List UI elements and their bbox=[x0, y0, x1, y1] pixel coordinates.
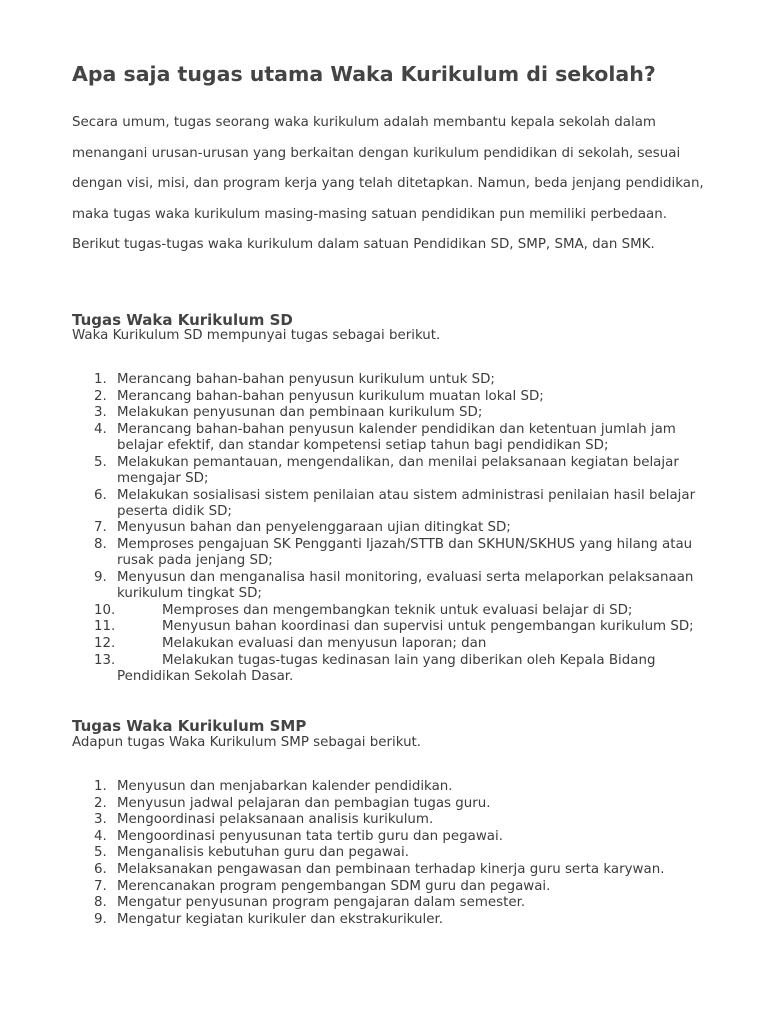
smp-task-list bbox=[72, 779, 712, 928]
list-item bbox=[72, 912, 712, 928]
list-item bbox=[72, 779, 712, 795]
list-item-number: 1. bbox=[94, 372, 107, 387]
list-item-text: Melakukan sosialisasi sistem penilaian atau sistem administrasi penilaian hasil belajar peserta didik SD; bbox=[117, 487, 696, 519]
list-item-text: Menganalisis kebutuhan guru dan pegawai. bbox=[117, 845, 409, 861]
list-item-number: 8. bbox=[94, 895, 107, 911]
list-item-number: 13. bbox=[94, 652, 116, 668]
list-item-number: 3. bbox=[94, 405, 107, 421]
list-item-text: Merancang bahan-bahan penyusun kurikulum untuk SD; bbox=[117, 372, 495, 387]
list-item-number: 8. bbox=[94, 537, 107, 553]
list-item-text: Memproses pengajuan SK Pengganti Ijazah/STTB dan SKHUN/SKHUS yang hilang atau rusak pada jenjang SD; bbox=[117, 537, 693, 569]
list-item-text: Melakukan evaluasi dan menyusun laporan; dan bbox=[162, 636, 487, 652]
list-item-text: Merencanakan program pengembangan SDM guru dan pegawai. bbox=[117, 878, 551, 894]
list-item-text: Mengatur penyusunan program pengajaran dalam semester. bbox=[117, 895, 526, 911]
list-item-text: Mengoordinasi penyusunan tata tertib guru dan pegawai. bbox=[117, 828, 503, 844]
sd-heading: Tugas Waka Kurikulum SD bbox=[72, 311, 293, 329]
list-item bbox=[72, 422, 712, 455]
list-item-text: Memproses dan mengembangkan teknik untuk evaluasi belajar di SD; bbox=[162, 602, 633, 618]
list-item bbox=[72, 389, 712, 405]
list-item bbox=[72, 520, 712, 536]
list-item-number: 6. bbox=[94, 861, 107, 877]
list-item bbox=[72, 537, 712, 570]
list-item-text: Merancang bahan-bahan penyusun kurikulum muatan lokal SD; bbox=[117, 388, 544, 404]
list-item bbox=[72, 372, 712, 388]
list-item-text: Melakukan penyusunan dan pembinaan kurikulum SD; bbox=[117, 405, 483, 421]
page-title: Apa saja tugas utama Waka Kurikulum di sekolah? bbox=[72, 62, 656, 86]
list-item bbox=[72, 405, 712, 421]
list-item bbox=[72, 619, 712, 635]
list-item-number: 6. bbox=[94, 487, 107, 503]
list-item-text: Melakukan tugas-tugas kedinasan lain yang diberikan oleh Kepala Bidang Pendidikan Sekolah Dasar. bbox=[117, 652, 656, 684]
list-item-number: 2. bbox=[94, 795, 107, 811]
list-item-number: 5. bbox=[94, 454, 107, 470]
list-item-number: 9. bbox=[94, 911, 107, 927]
list-item-number: 4. bbox=[94, 421, 107, 437]
list-item-text: Melakukan pemantauan, mengendalikan, dan menilai pelaksanaan kegiatan belajar mengajar SD; bbox=[117, 454, 679, 486]
list-item-text: Melaksanakan pengawasan dan pembinaan terhadap kinerja guru serta karywan. bbox=[117, 861, 665, 877]
list-item-text: Menyusun bahan koordinasi dan supervisi untuk pengembangan kurikulum SD; bbox=[162, 619, 694, 635]
list-item bbox=[72, 488, 712, 521]
list-item-number: 9. bbox=[94, 569, 107, 585]
list-item bbox=[72, 653, 712, 686]
list-item bbox=[72, 796, 712, 812]
list-item bbox=[72, 829, 712, 845]
list-item-number: 3. bbox=[94, 812, 107, 828]
list-item-number: 7. bbox=[94, 520, 107, 536]
list-item-number: 7. bbox=[94, 878, 107, 894]
list-item-number: 12. bbox=[94, 636, 116, 652]
smp-lead: Adapun tugas Waka Kurikulum SMP sebagai berikut. bbox=[72, 735, 422, 750]
list-item-number: 11. bbox=[94, 619, 116, 635]
list-item bbox=[72, 845, 712, 861]
list-item-number: 5. bbox=[94, 845, 107, 861]
list-item bbox=[72, 570, 712, 603]
sd-lead: Waka Kurikulum SD mempunyai tugas sebagai berikut. bbox=[72, 328, 441, 343]
list-item-number: 10. bbox=[94, 602, 116, 618]
sd-task-list bbox=[72, 372, 712, 686]
list-item-number: 2. bbox=[94, 388, 107, 404]
list-item-text: Menyusun dan menjabarkan kalender pendidikan. bbox=[117, 779, 453, 794]
list-item-text: Mengatur kegiatan kurikuler dan ekstrakurikuler. bbox=[117, 911, 443, 927]
list-item bbox=[72, 895, 712, 911]
list-item-number: 4. bbox=[94, 828, 107, 844]
smp-heading: Tugas Waka Kurikulum SMP bbox=[72, 717, 307, 735]
list-item-text: Menyusun bahan dan penyelenggaraan ujian ditingkat SD; bbox=[117, 520, 511, 536]
list-item bbox=[72, 455, 712, 488]
list-item-number: 1. bbox=[94, 779, 107, 794]
list-item bbox=[72, 862, 712, 878]
list-item bbox=[72, 812, 712, 828]
list-item-text: Menyusun jadwal pelajaran dan pembagian tugas guru. bbox=[117, 795, 491, 811]
list-item bbox=[72, 603, 712, 619]
list-item-text: Mengoordinasi pelaksanaan analisis kurikulum. bbox=[117, 812, 434, 828]
list-item bbox=[72, 879, 712, 895]
list-item-text: Menyusun dan menganalisa hasil monitoring, evaluasi serta melaporkan pelaksanaan kurikulum tingkat SD; bbox=[117, 569, 694, 602]
intro-paragraph: Secara umum, tugas seorang waka kurikulum adalah membantu kepala sekolah dalam menangani urusan-urusan yang berkaitan dengan kurikulum pendidikan di sekolah, sesuai dengan visi, misi, dan program kerja yang telah ditetapkan. Namun, beda jenjang pendidikan, maka tugas waka kurikulum masing-masing satuan pendidikan pun memiliki perbedaan. Berikut tugas-tugas waka kurikulum dalam satuan Pendidikan SD, SMP, SMA, dan SMK. bbox=[72, 115, 704, 253]
list-item bbox=[72, 636, 712, 652]
list-item-text: Merancang bahan-bahan penyusun kalender pendidikan dan ketentuan jumlah jam belajar efektif, dan standar kompetensi setiap tahun bagi pendidikan SD; bbox=[117, 421, 676, 454]
